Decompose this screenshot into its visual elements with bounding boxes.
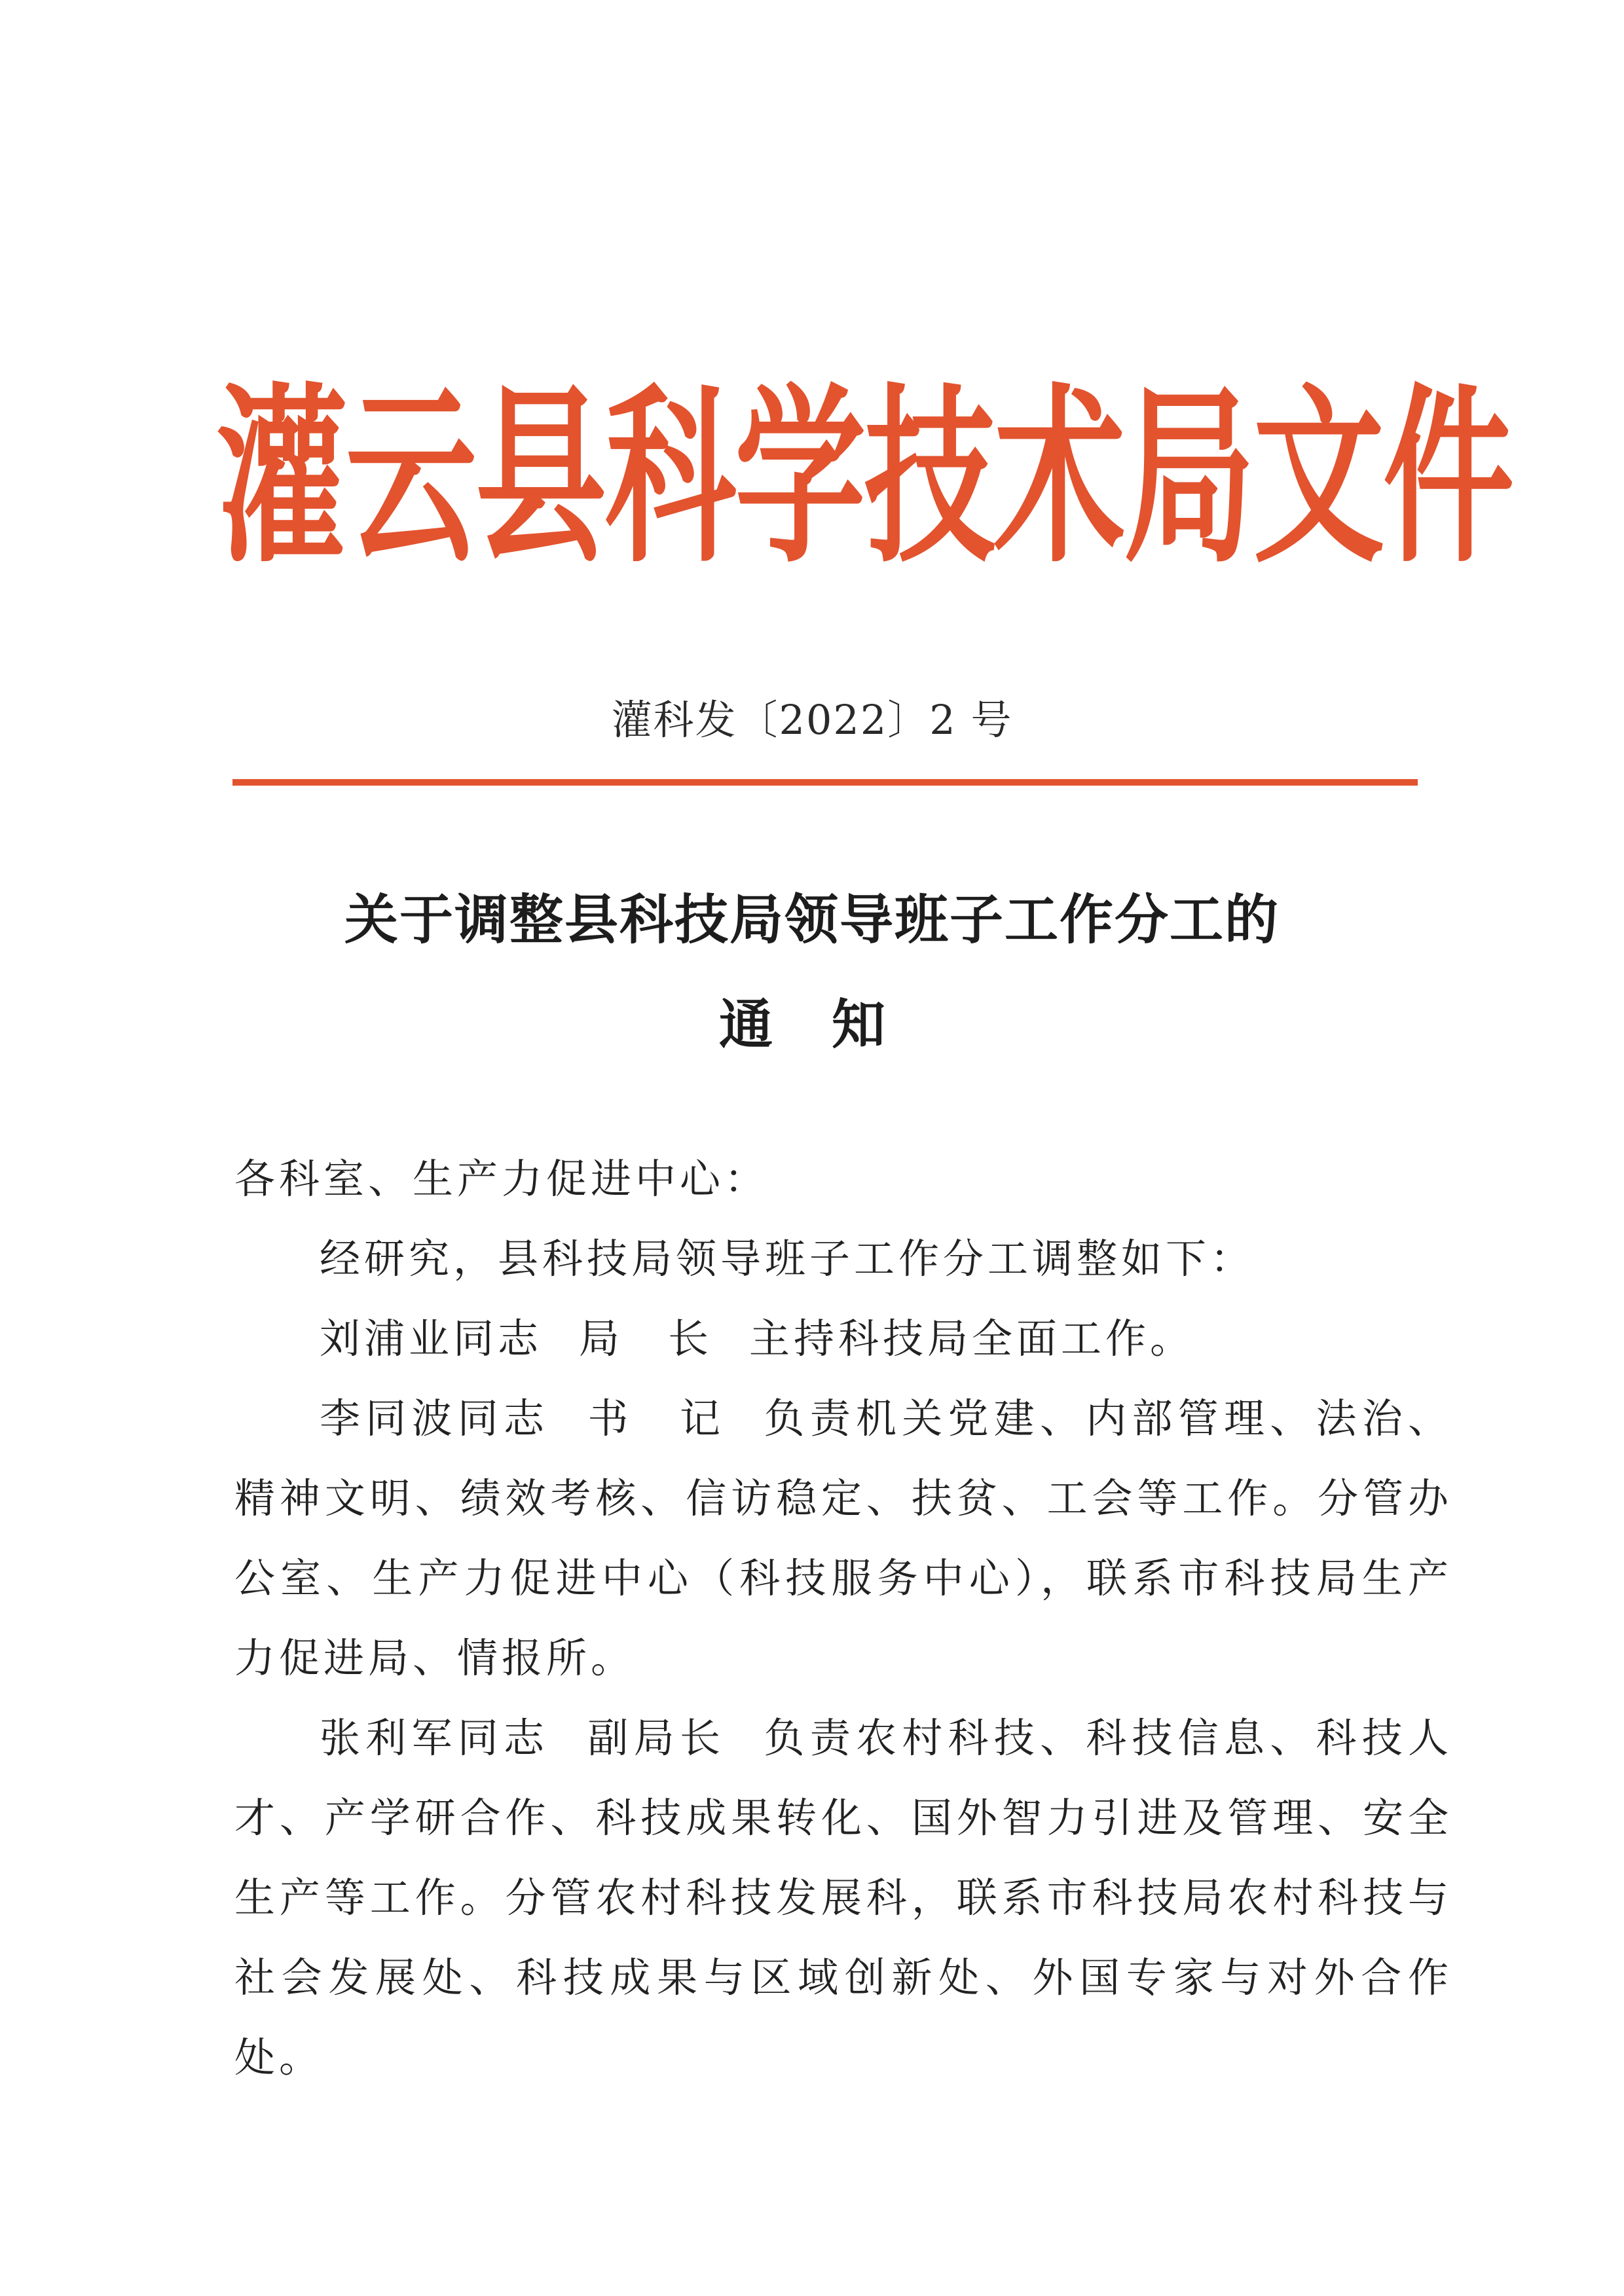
assignment-name: 刘浦业同志: [320, 1315, 543, 1362]
notice-title-line-1: 关于调整县科技局领导班子工作分工的: [344, 888, 1280, 951]
assignment-role: 局 长: [579, 1315, 713, 1362]
notice-body: [234, 1139, 1452, 2098]
assignment-name: 李同波同志: [320, 1394, 550, 1442]
org-header-title: 灌云县科学技术局文件: [216, 365, 1513, 589]
assignment-duty: 负责农村科技、科技信息、科技人才、产学研合作、科技成果转化、国外智力引进及管理、安全生产等工作。分管农村科技发展科，联系市科技局农村科技与社会发展处、科技成果与区域创新处、外国专家与对外合作处。: [234, 1714, 1452, 2081]
assignment-role: 副局长: [586, 1714, 726, 1762]
assignment-role: 书 记: [586, 1394, 726, 1442]
assignment-paragraph: [234, 1698, 1452, 2098]
salutation: 各科室、生产力促进中心：: [234, 1155, 769, 1203]
intro-paragraph: 经研究，县科技局领导班子工作分工调整如下：: [320, 1235, 1255, 1283]
document-number: 灌科发〔2022〕2 号: [611, 696, 1013, 744]
red-divider-line: [232, 779, 1418, 786]
assignment-duty: 负责机关党建、内部管理、法治、精神文明、绩效考核、信访稳定、扶贫、工会等工作。分管办公室、生产力促进中心（科技服务中心），联系市科技局生产力促进局、情报所。: [234, 1394, 1452, 1682]
assignment-paragraph: [234, 1299, 1452, 1379]
assignment-name: 张利军同志: [320, 1714, 550, 1762]
notice-title-line-2: 通知: [718, 993, 944, 1056]
assignment-duty: 主持科技局全面工作。: [749, 1315, 1195, 1362]
assignment-paragraph: [234, 1379, 1452, 1698]
